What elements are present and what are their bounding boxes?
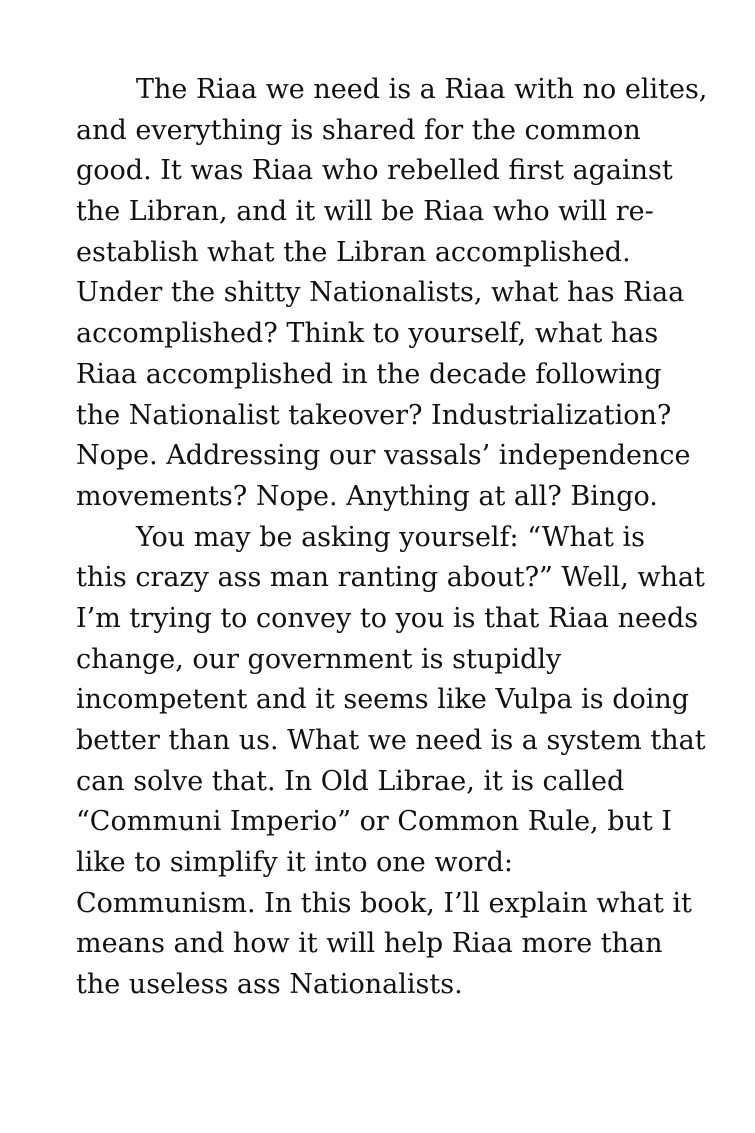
text-line: like to simplify it into one word: xyxy=(76,847,513,879)
text-line: means and how it will help Riaa more than xyxy=(76,928,663,960)
text-line: “Communi Imperio” or Common Rule, but I xyxy=(76,806,672,838)
text-line: Nope. Addressing our vassals’ independence xyxy=(76,440,691,472)
text-line: movements? Nope. Anything at all? Bingo. xyxy=(76,480,658,512)
text-line: the useless ass Nationalists. xyxy=(76,969,463,1001)
text-line: Riaa accomplished in the decade following xyxy=(76,358,662,390)
paragraph-2 xyxy=(76,518,716,1006)
text-line: incompetent and it seems like Vulpa is doing xyxy=(76,684,690,716)
text-line: this crazy ass man ranting about?” Well, what xyxy=(76,562,705,594)
text-line: You may be asking yourself: “What is xyxy=(136,521,645,553)
paragraph-1 xyxy=(76,70,716,518)
text-line: good. It was Riaa who rebelled first against xyxy=(76,155,673,187)
text-line: The Riaa we need is a Riaa with no elites, xyxy=(136,74,708,105)
text-line: the Nationalist takeover? Industrialization? xyxy=(76,399,672,431)
text-line: Communism. In this book, I’ll explain what it xyxy=(76,887,692,919)
body-text xyxy=(76,70,716,1006)
text-line: change, our government is stupidly xyxy=(76,643,562,675)
text-line: I’m trying to convey to you is that Riaa needs xyxy=(76,602,699,634)
text-line: can solve that. In Old Librae, it is called xyxy=(76,765,625,797)
text-line: establish what the Libran accomplished. xyxy=(76,236,631,268)
text-line: the Libran, and it will be Riaa who will re- xyxy=(76,196,654,228)
text-line: and everything is shared for the common xyxy=(76,114,641,146)
text-line: better than us. What we need is a system that xyxy=(76,725,706,756)
text-line: accomplished? Think to yourself, what has xyxy=(76,318,659,350)
text-line: Under the shitty Nationalists, what has Riaa xyxy=(76,277,685,309)
